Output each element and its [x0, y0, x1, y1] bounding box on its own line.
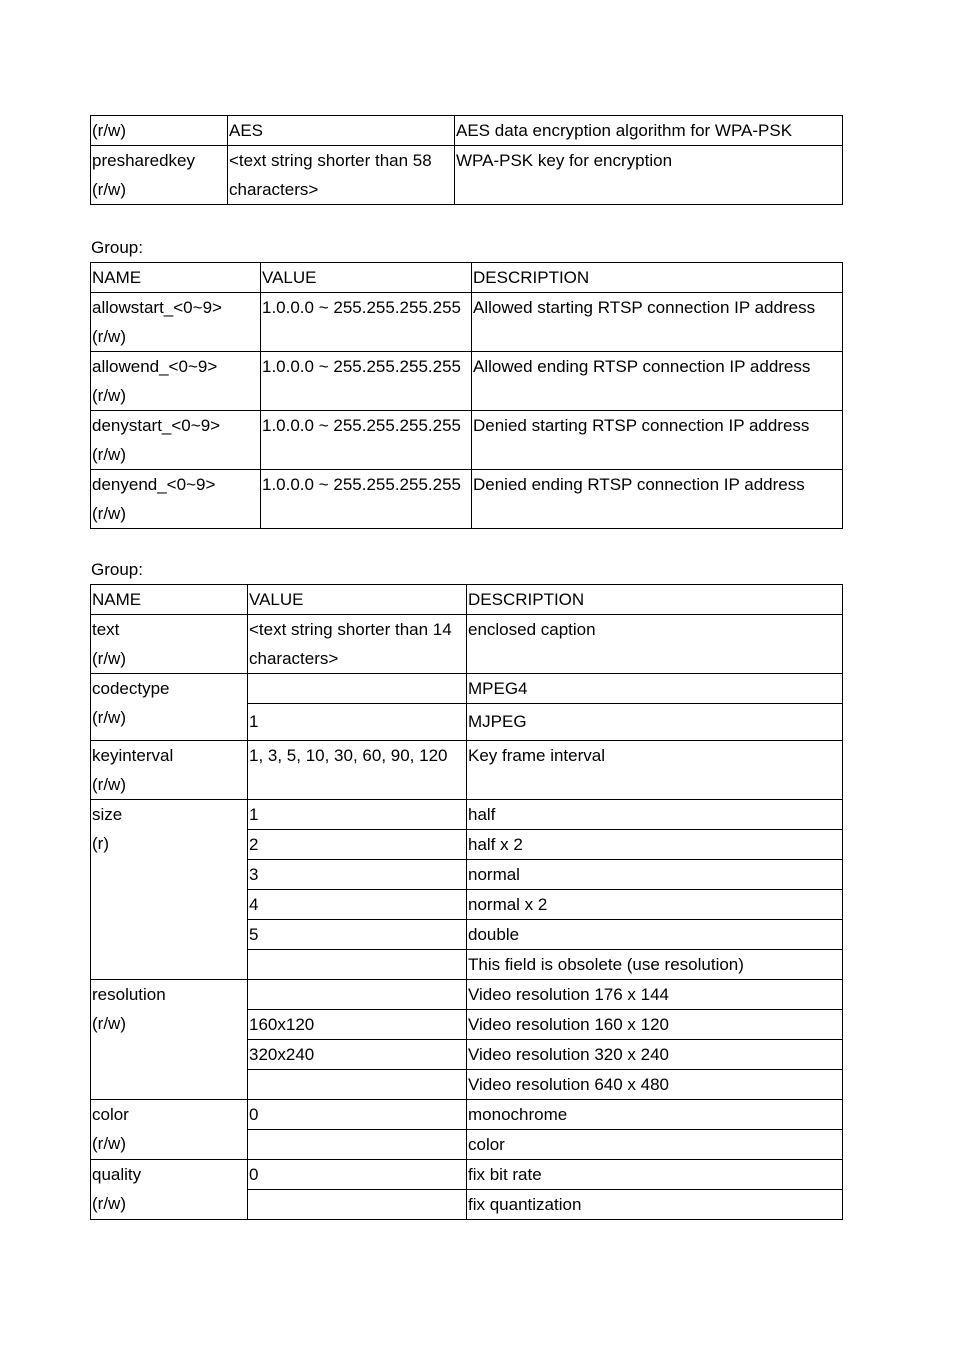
param-name: allowstart_<0~9>	[92, 298, 222, 317]
table-row	[91, 411, 843, 470]
value-cell	[248, 615, 467, 674]
table-row	[91, 146, 843, 205]
value-cell: 1	[248, 704, 467, 741]
value-cell	[248, 1190, 467, 1220]
value-cell: 4	[248, 890, 467, 920]
description-cell: fix quantization	[467, 1190, 843, 1220]
table-row	[91, 980, 843, 1010]
param-access: (r)	[92, 834, 109, 853]
description-cell: Video resolution 176 x 144	[467, 980, 843, 1010]
value-cell	[248, 674, 467, 704]
column-header-value: VALUE	[261, 263, 472, 293]
param-access: (r/w)	[92, 1134, 126, 1153]
value-cell	[248, 1130, 467, 1160]
column-header-value: VALUE	[248, 585, 467, 615]
description-cell: enclosed caption	[467, 615, 843, 674]
table-row	[91, 800, 843, 830]
description-cell: normal x 2	[467, 890, 843, 920]
name-cell	[91, 674, 248, 741]
wpa-settings-table	[90, 115, 843, 205]
value-cell	[248, 1070, 467, 1100]
value-cell: 0	[248, 1100, 467, 1130]
description-cell: Video resolution 320 x 240	[467, 1040, 843, 1070]
param-name: color	[92, 1105, 129, 1124]
table-row	[91, 116, 843, 146]
param-name: resolution	[92, 985, 166, 1004]
description-cell: half x 2	[467, 830, 843, 860]
value-cell: 1.0.0.0 ~ 255.255.255.255	[261, 411, 472, 470]
description-cell: double	[467, 920, 843, 950]
param-access: (r/w)	[92, 708, 126, 727]
value-line: characters>	[249, 649, 339, 668]
description-cell: MPEG4	[467, 674, 843, 704]
value-cell: 5	[248, 920, 467, 950]
value-cell: 0	[248, 1160, 467, 1190]
table-row	[91, 470, 843, 529]
param-name: presharedkey	[92, 151, 196, 170]
table-row	[91, 1160, 843, 1190]
table-row	[91, 352, 843, 411]
column-header-name: NAME	[91, 263, 261, 293]
param-name: codectype	[92, 679, 170, 698]
value-cell: 1.0.0.0 ~ 255.255.255.255	[261, 352, 472, 411]
table-row	[91, 293, 843, 352]
param-access: (r/w)	[92, 504, 126, 523]
description-cell: MJPEG	[467, 704, 843, 741]
name-cell	[91, 615, 248, 674]
name-cell	[91, 1160, 248, 1220]
param-name: size	[92, 805, 123, 824]
description-cell: Allowed ending RTSP connection IP address	[472, 352, 843, 411]
param-access: (r/w)	[92, 180, 126, 199]
description-cell: Denied starting RTSP connection IP address	[472, 411, 843, 470]
description-cell: fix bit rate	[467, 1160, 843, 1190]
name-cell: (r/w)	[91, 116, 228, 146]
column-header-name: NAME	[91, 585, 248, 615]
value-line: <text string shorter than 58	[229, 151, 432, 170]
param-access: (r/w)	[92, 1194, 126, 1213]
value-cell	[248, 980, 467, 1010]
value-line: characters>	[229, 180, 319, 199]
description-cell: monochrome	[467, 1100, 843, 1130]
header-row	[91, 585, 843, 615]
header-row	[91, 263, 843, 293]
video-settings-table	[90, 584, 843, 1220]
description-cell: WPA-PSK key for encryption	[455, 146, 843, 205]
value-cell: 1.0.0.0 ~ 255.255.255.255	[261, 470, 472, 529]
table-row	[91, 1100, 843, 1130]
param-access: (r/w)	[92, 775, 126, 794]
param-access: (r/w)	[92, 327, 126, 346]
param-access: (r/w)	[92, 445, 126, 464]
value-cell: 1	[248, 800, 467, 830]
name-cell	[91, 1100, 248, 1160]
param-access: (r/w)	[92, 1014, 126, 1033]
column-header-description: DESCRIPTION	[472, 263, 843, 293]
group-label: Group:	[91, 238, 143, 257]
description-cell: normal	[467, 860, 843, 890]
table-row	[91, 615, 843, 674]
value-cell: AES	[228, 116, 455, 146]
name-cell	[91, 411, 261, 470]
group-label: Group:	[91, 560, 143, 579]
value-cell: 1, 3, 5, 10, 30, 60, 90, 120	[248, 741, 467, 800]
value-cell	[248, 950, 467, 980]
value-cell: 320x240	[248, 1040, 467, 1070]
description-cell: AES data encryption algorithm for WPA-PSK	[455, 116, 843, 146]
description-cell: This field is obsolete (use resolution)	[467, 950, 843, 980]
name-cell	[91, 293, 261, 352]
name-cell	[91, 146, 228, 205]
table-row	[91, 674, 843, 704]
name-cell	[91, 741, 248, 800]
description-cell: Video resolution 640 x 480	[467, 1070, 843, 1100]
param-access: (r/w)	[92, 386, 126, 405]
value-cell: 160x120	[248, 1010, 467, 1040]
value-cell: 2	[248, 830, 467, 860]
table-row	[91, 741, 843, 800]
description-cell: Key frame interval	[467, 741, 843, 800]
param-name: denystart_<0~9>	[92, 416, 221, 435]
rtsp-access-table	[90, 262, 843, 529]
value-cell: 3	[248, 860, 467, 890]
name-cell	[91, 470, 261, 529]
value-cell: 1.0.0.0 ~ 255.255.255.255	[261, 293, 472, 352]
value-cell	[228, 146, 455, 205]
name-cell	[91, 980, 248, 1100]
param-access: (r/w)	[92, 649, 126, 668]
name-cell	[91, 800, 248, 980]
value-line: <text string shorter than 14	[249, 620, 452, 639]
param-name: denyend_<0~9>	[92, 475, 216, 494]
param-name: quality	[92, 1165, 142, 1184]
description-cell: color	[467, 1130, 843, 1160]
param-name: allowend_<0~9>	[92, 357, 218, 376]
param-name: keyinterval	[92, 746, 174, 765]
column-header-description: DESCRIPTION	[467, 585, 843, 615]
description-cell: half	[467, 800, 843, 830]
param-name: text	[92, 620, 120, 639]
description-cell: Denied ending RTSP connection IP address	[472, 470, 843, 529]
description-cell: Allowed starting RTSP connection IP address	[472, 293, 843, 352]
description-cell: Video resolution 160 x 120	[467, 1010, 843, 1040]
name-cell	[91, 352, 261, 411]
